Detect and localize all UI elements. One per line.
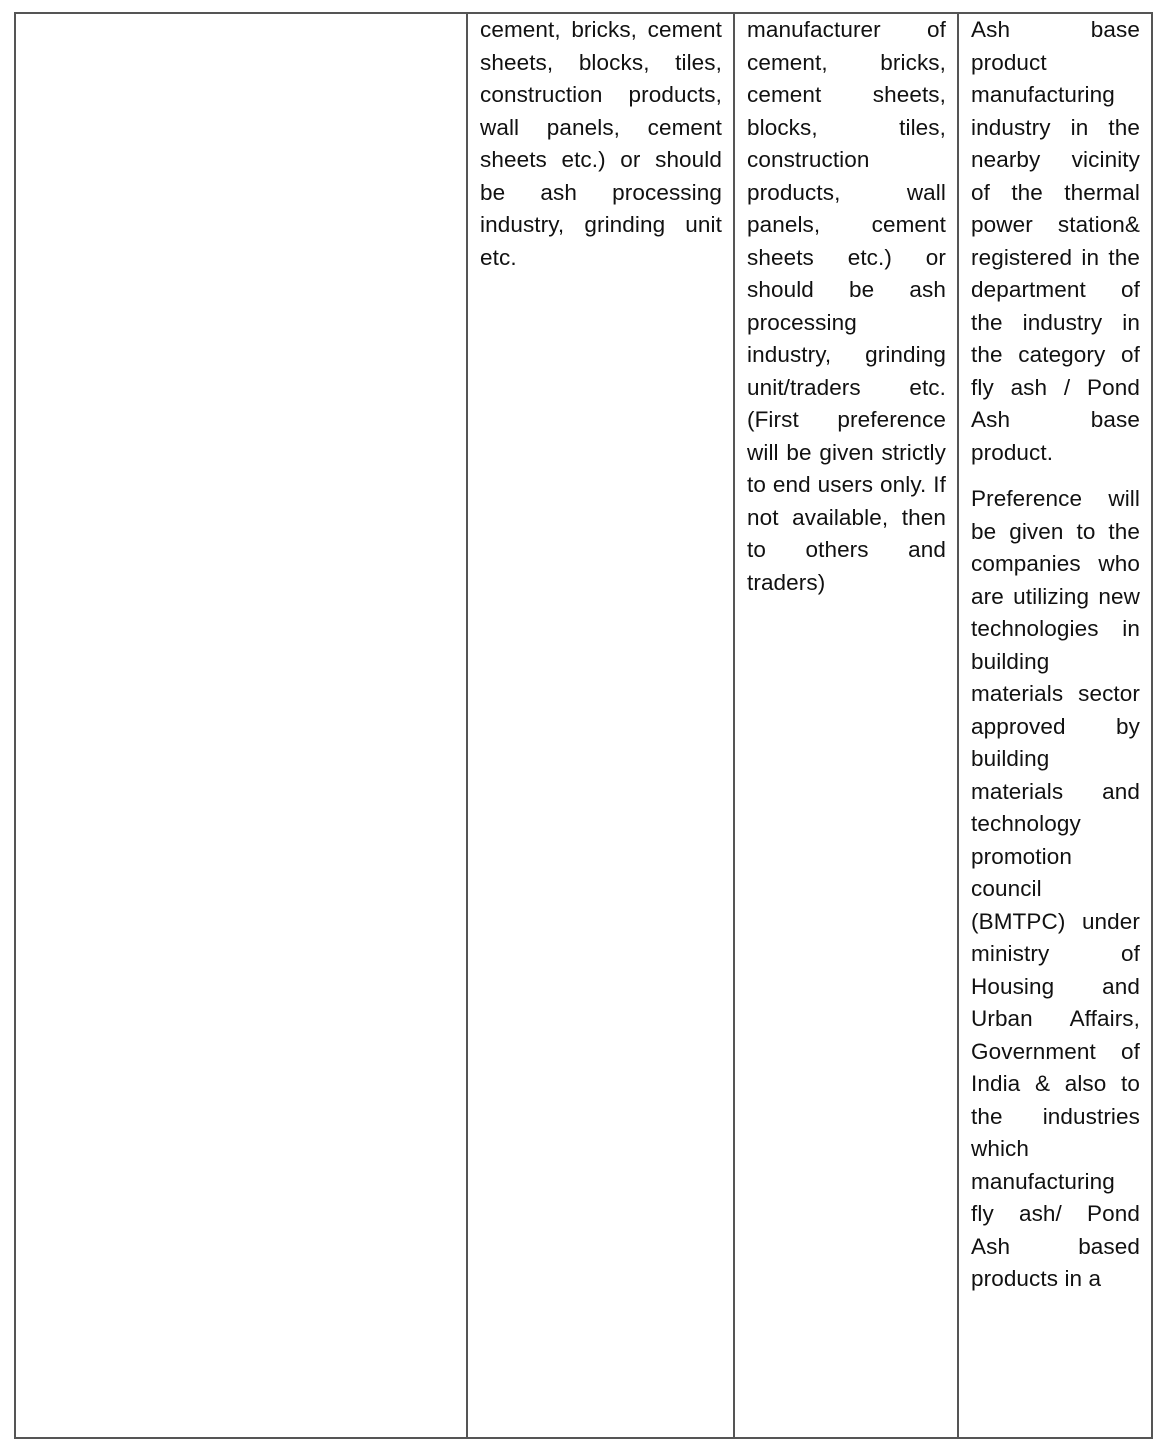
table-cell-preference-criteria: [958, 13, 1152, 1438]
table-row: [15, 13, 1152, 1438]
cell-text: manufacturer of cement, bricks, cement sheets, blocks, tiles, construction products, wall panels, cement sheets etc.) or should be ash processing industry, grinding unit/traders etc. (First preference will be given strictly to end users only. If not available, then to others and traders): [747, 17, 946, 595]
table-cell-eligible-industries: [467, 13, 734, 1438]
table-cell-manufacturer-criteria: [734, 13, 958, 1438]
cell-text: Ash base product manufacturing industry in the nearby vicinity of the thermal power station& registered in the department of the industry in the category of fly ash / Pond Ash base product.: [971, 17, 1140, 465]
table-cell-empty: [15, 13, 467, 1438]
cell-text: cement, bricks, cement sheets, blocks, tiles, construction products, wall panels, cement sheets etc.) or should be ash processing industry, grinding unit etc.: [480, 17, 722, 270]
eligibility-table: [14, 12, 1153, 1439]
cell-text-preference: Preference will be given to the companies who are utilizing new technologies in building materials sector approved by building materials and technology promotion council (BMTPC) under ministry of Housing and Urban Affairs, Government of India & also to the industries which manufacturing fly ash/ Pond Ash based products in a: [971, 486, 1140, 1291]
